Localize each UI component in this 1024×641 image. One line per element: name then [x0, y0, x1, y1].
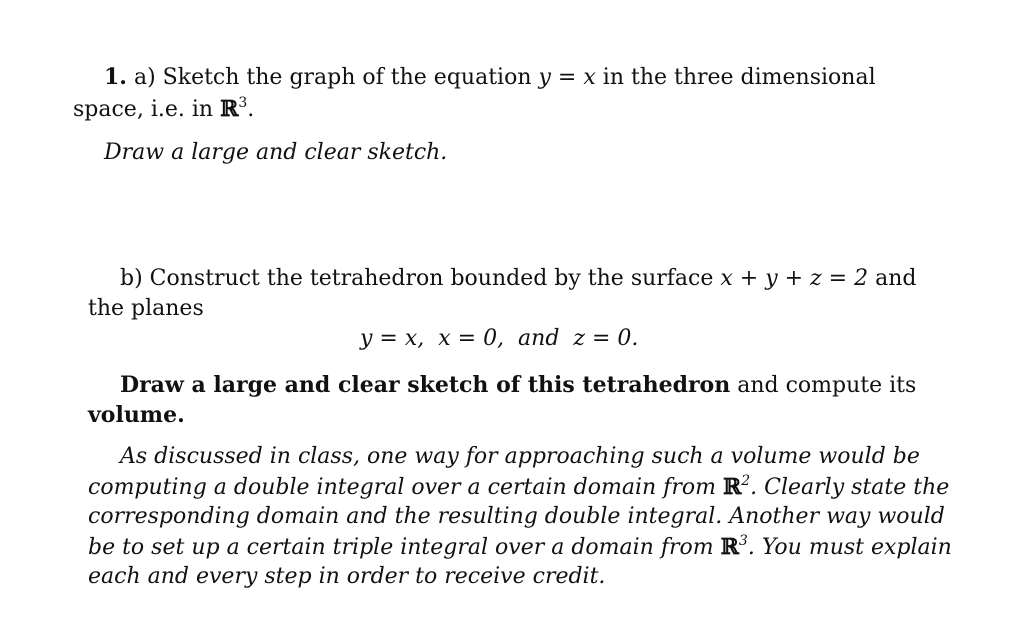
part-a-instruction: Draw a large and clear sketch. [104, 140, 448, 165]
part-b-instruction-line-1 [120, 372, 916, 399]
part-a-line-2 [73, 96, 254, 123]
part-a-label: a) [133, 65, 156, 90]
note-exponent-2: 2 [741, 473, 751, 489]
note-line-1: As discussed in class, one way for approaching such a volume would be [120, 444, 920, 469]
part-a-period: . [247, 97, 255, 122]
part-b-surface-equation: x + y + z = 2 [720, 266, 869, 291]
part-a-eq-y: y [538, 65, 551, 90]
note-line-4 [88, 534, 952, 561]
part-b-label: b) [120, 266, 143, 291]
part-a-text-1: Sketch the graph of the equation [162, 65, 532, 90]
part-b-instruction-rest: and compute its [737, 373, 917, 398]
note-line-2-tail: . Clearly state the [750, 475, 950, 500]
note-line-2 [88, 474, 949, 501]
note-line-5: each and every step in order to receive credit. [88, 564, 606, 589]
part-a-eq-x: x [583, 65, 596, 90]
part-b-instruction-line-2: volume. [88, 402, 185, 428]
part-a-exponent: 3 [238, 95, 248, 111]
part-a-line-1 [104, 64, 876, 91]
part-a-eq-op: = [557, 65, 577, 90]
part-a-reals-symbol: ℝ [220, 96, 239, 122]
note-line-4-text: be to set up a certain triple integral over a domain from [88, 535, 714, 560]
part-a-text-2: in the three dimensional [602, 65, 876, 90]
note-reals-symbol-2: ℝ [722, 474, 742, 500]
part-b-instruction-bold: Draw a large and clear sketch of this tetrahedron [120, 372, 731, 398]
note-exponent-3: 3 [738, 533, 748, 549]
part-b-line-2: the planes [88, 296, 204, 321]
problem-number: 1. [104, 64, 127, 90]
note-line-3: corresponding domain and the resulting double integral. Another way would [88, 504, 945, 529]
note-reals-symbol-3: ℝ [720, 534, 739, 560]
part-b-planes-equation: y = x, x = 0, and z = 0. [360, 326, 639, 351]
part-b-text-1: Construct the tetrahedron bounded by the surface [149, 266, 714, 291]
note-line-2-text: computing a double integral over a certain domain from [88, 475, 716, 500]
note-line-4-tail: . You must explain [747, 535, 952, 560]
part-a-line-2-text: space, i.e. in [73, 97, 214, 122]
part-b-line-1 [120, 266, 916, 292]
part-b-and: and [875, 266, 917, 291]
